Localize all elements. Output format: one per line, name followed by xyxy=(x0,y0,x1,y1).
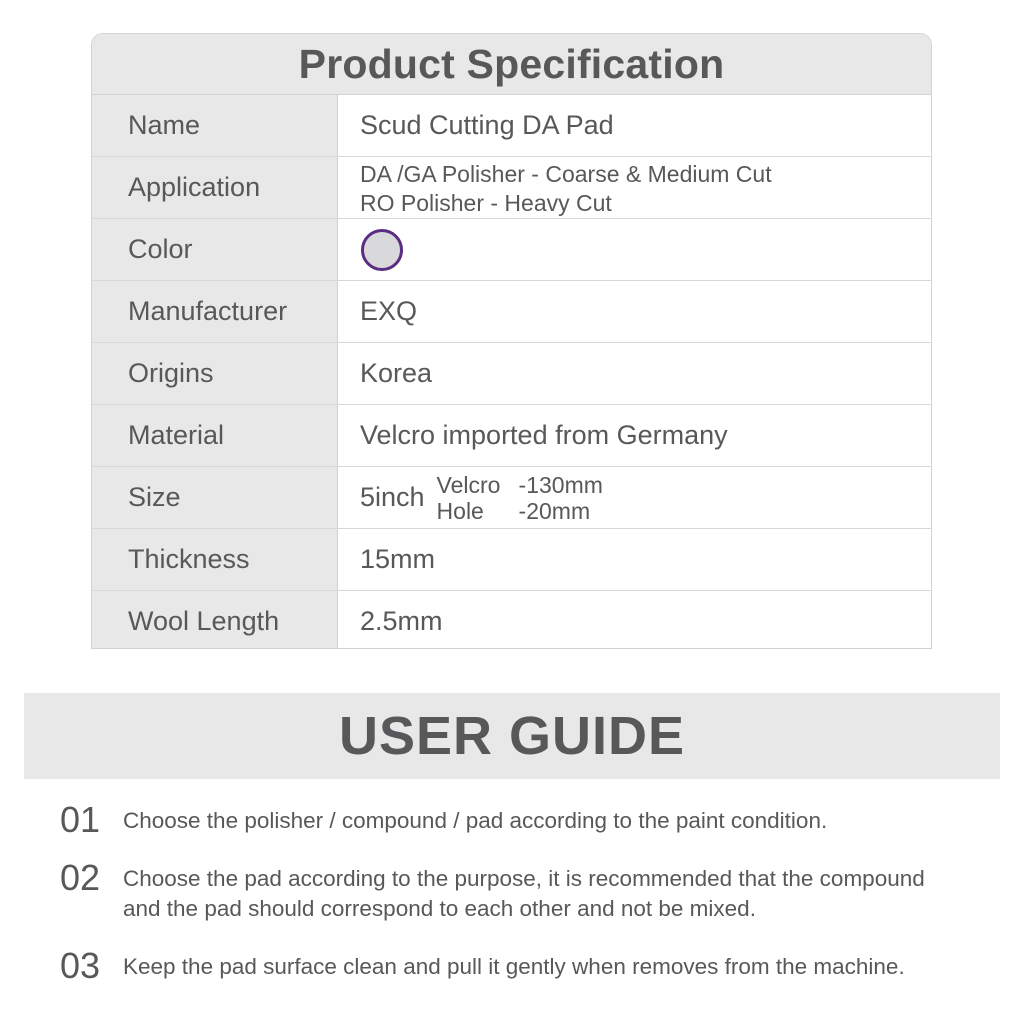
spec-row-wool-length xyxy=(92,591,931,649)
spec-row-origins xyxy=(92,343,931,405)
application-line: DA /GA Polisher - Coarse & Medium Cut xyxy=(360,160,772,187)
spec-label: Material xyxy=(92,405,338,466)
guide-step-line: Choose the polisher / compound / pad according to the paint condition. xyxy=(123,808,828,833)
spec-value xyxy=(338,219,931,280)
size-detail-value: -20mm xyxy=(518,497,591,524)
spec-row-material xyxy=(92,405,931,467)
spec-label: Name xyxy=(92,95,338,156)
guide-step-text xyxy=(123,800,983,836)
spec-value: Korea xyxy=(360,358,433,388)
spec-label: Wool Length xyxy=(92,591,338,649)
guide-step-line: Keep the pad surface clean and pull it gently when removes from the machine. xyxy=(123,954,905,979)
application-lines xyxy=(360,158,772,218)
spec-value: 2.5mm xyxy=(360,605,443,636)
guide-step-number: 01 xyxy=(60,799,101,840)
guide-step-line: and the pad should correspond to each other and not be mixed. xyxy=(123,896,756,921)
spec-row-manufacturer xyxy=(92,281,931,343)
guide-step-text xyxy=(123,946,983,982)
guide-step-number: 03 xyxy=(60,945,101,986)
spec-row-color xyxy=(92,219,931,281)
size-detail-value: -130mm xyxy=(518,471,603,498)
spec-label: Origins xyxy=(92,343,338,404)
spec-label: Manufacturer xyxy=(92,281,338,342)
guide-item-02 xyxy=(60,858,983,924)
size-detail-name: Hole xyxy=(436,497,484,524)
spec-value: EXQ xyxy=(360,296,418,326)
guide-item-03 xyxy=(60,946,983,986)
spec-value: Velcro imported from Germany xyxy=(360,420,728,450)
spec-title: Product Specification xyxy=(92,34,931,95)
spec-row-application xyxy=(92,157,931,219)
guide-item-01 xyxy=(60,800,983,840)
user-guide-title: USER GUIDE xyxy=(24,693,1000,779)
product-specification-table xyxy=(91,33,932,649)
guide-step-text xyxy=(123,858,983,924)
guide-step-number: 02 xyxy=(60,857,101,898)
spec-value: Scud Cutting DA Pad xyxy=(360,110,614,140)
size-detail-name: Velcro xyxy=(436,471,501,498)
color-swatch xyxy=(361,229,403,271)
spec-label: Size xyxy=(92,467,338,528)
spec-value xyxy=(338,157,931,218)
spec-label: Thickness xyxy=(92,529,338,590)
spec-row-thickness xyxy=(92,529,931,591)
size-info xyxy=(360,472,603,524)
application-line: RO Polisher - Heavy Cut xyxy=(360,189,612,216)
guide-step-line: Choose the pad according to the purpose, it is recommended that the compound xyxy=(123,866,925,891)
spec-value xyxy=(338,467,931,528)
spec-value: 15mm xyxy=(360,544,436,574)
spec-label: Application xyxy=(92,157,338,218)
size-details xyxy=(437,472,603,524)
spec-label: Color xyxy=(92,219,338,280)
size-main: 5inch xyxy=(360,482,425,512)
spec-row-name xyxy=(92,95,931,157)
spec-row-size xyxy=(92,467,931,529)
